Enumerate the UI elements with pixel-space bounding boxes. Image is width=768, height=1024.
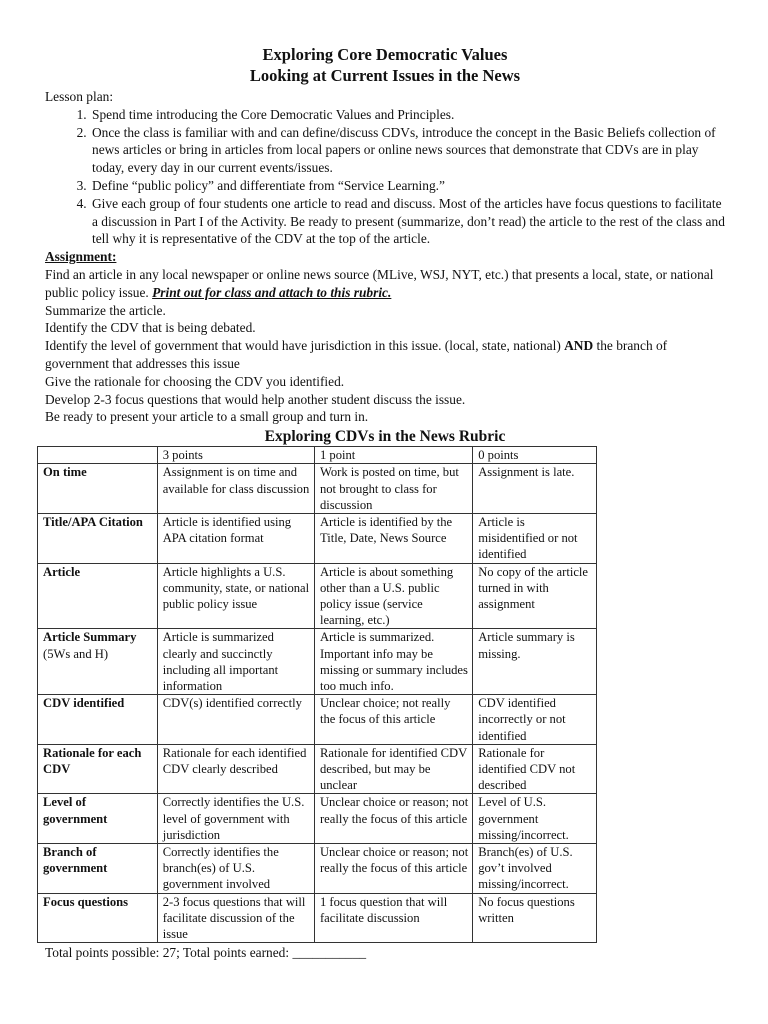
rubric-cell-0-points: Branch(es) of U.S. gov’t involved missing/incorrect.: [473, 844, 597, 894]
rubric-cell-1-point: Unclear choice; not really the focus of this article: [314, 695, 472, 745]
rubric-cell-0-points: No focus questions written: [473, 893, 597, 943]
rubric-cell-3-points: Rationale for each identified CDV clearly described: [157, 744, 314, 794]
rubric-table: [37, 446, 597, 943]
rubric-cell-3-points: Assignment is on time and available for class discussion: [157, 464, 314, 514]
assignment-line-text: Identify the level of government that would have jurisdiction in this issue. (local, state, national): [45, 338, 565, 354]
rubric-criterion: Level of government: [38, 794, 158, 844]
lesson-plan-item: 4. Give each group of four students one article to read and discuss. Most of the articles have focus questions to facilitate a discussion in Part I of the Activity. Be ready to present (summarize, don’t read) the article to the rest of the class and tell why it is representative of the CDV at the top of the article.: [90, 195, 725, 248]
rubric-cell-3-points: Article highlights a U.S. community, state, or national public policy issue: [157, 563, 314, 629]
rubric-cell-1-point: Article is about something other than a U.S. public policy issue (service learning, etc.): [314, 563, 472, 629]
rubric-cell-1-point: 1 focus question that will facilitate discussion: [314, 893, 472, 943]
assignment-section: [45, 248, 725, 426]
rubric-criterion: Article Summary: [43, 630, 137, 645]
assignment-heading: Assignment:: [45, 249, 117, 265]
rubric-row: [38, 464, 597, 514]
assignment-and-bold: AND: [564, 338, 594, 354]
lesson-plan-list: [45, 106, 725, 248]
assignment-line-text: Find an article in any local newspaper or online news source (MLive, WSJ, NYT, etc.) that presents a local, state, or national public policy issue.: [45, 266, 714, 300]
rubric-cell-0-points: No copy of the article turned in with assignment: [473, 563, 597, 629]
assignment-line: Be ready to present your article to a small group and turn in.: [45, 409, 369, 425]
rubric-criterion-cell: [38, 629, 158, 695]
lesson-plan-section: [45, 88, 725, 248]
rubric-criterion: Rationale for each CDV: [38, 744, 158, 794]
assignment-line: [45, 266, 725, 302]
rubric-criterion-sub: (5Ws and H): [43, 646, 109, 661]
rubric-cell-0-points: Level of U.S. government missing/incorrect.: [473, 794, 597, 844]
rubric-cell-1-point: Article is summarized. Important info may be missing or summary includes too much info.: [314, 629, 472, 695]
assignment-line: Develop 2-3 focus questions that would help another student discuss the issue.: [45, 391, 466, 407]
rubric-criterion: On time: [38, 464, 158, 514]
rubric-row: [38, 893, 597, 943]
rubric-criterion: CDV identified: [38, 695, 158, 745]
rubric-cell-3-points: CDV(s) identified correctly: [157, 695, 314, 745]
rubric-row: [38, 629, 597, 695]
assignment-line: Identify the CDV that is being debated.: [45, 320, 256, 336]
rubric-cell-0-points: Assignment is late.: [473, 464, 597, 514]
rubric-cell-3-points: Correctly identifies the U.S. level of government with jurisdiction: [157, 794, 314, 844]
rubric-cell-0-points: Rationale for identified CDV not described: [473, 744, 597, 794]
rubric-cell-1-point: Article is identified by the Title, Date, News Source: [314, 513, 472, 563]
rubric-header-cell: [38, 447, 158, 464]
rubric-criterion: Branch of government: [38, 844, 158, 894]
assignment-line: [45, 337, 725, 373]
rubric-cell-1-point: Work is posted on time, but not brought to class for discussion: [314, 464, 472, 514]
rubric-cell-3-points: Article is summarized clearly and succinctly including all important information: [157, 629, 314, 695]
rubric-criterion: Article: [38, 563, 158, 629]
rubric-cell-0-points: Article is misidentified or not identified: [473, 513, 597, 563]
assignment-line: Give the rationale for choosing the CDV you identified.: [45, 373, 345, 389]
rubric-cell-3-points: Article is identified using APA citation format: [157, 513, 314, 563]
lesson-plan-item: 1. Spend time introducing the Core Democratic Values and Principles.: [90, 106, 725, 124]
title-line-2: Looking at Current Issues in the News: [249, 66, 521, 85]
title-line-1: Exploring Core Democratic Values: [262, 45, 508, 64]
rubric-cell-1-point: Unclear choice or reason; not really the focus of this article: [314, 844, 472, 894]
assignment-line: Summarize the article.: [45, 302, 166, 318]
rubric-title: Exploring CDVs in the News Rubric: [264, 428, 506, 446]
rubric-row: [38, 513, 597, 563]
rubric-criterion: Focus questions: [38, 893, 158, 943]
document-title: [45, 44, 725, 86]
rubric-cell-1-point: Rationale for identified CDV described, but may be unclear: [314, 744, 472, 794]
lesson-plan-item: 3. Define “public policy” and differentiate from “Service Learning.”: [90, 177, 725, 195]
rubric-cell-0-points: CDV identified incorrectly or not identified: [473, 695, 597, 745]
rubric-cell-3-points: 2-3 focus questions that will facilitate discussion of the issue: [157, 893, 314, 943]
rubric-criterion: Title/APA Citation: [38, 513, 158, 563]
rubric-header-cell: 1 point: [314, 447, 472, 464]
total-points-line: Total points possible: 27; Total points earned: ___________: [45, 945, 367, 961]
rubric-cell-3-points: Correctly identifies the branch(es) of U.S. government involved: [157, 844, 314, 894]
lesson-plan-item: 2. Once the class is familiar with and can define/discuss CDVs, introduce the concept in the Basic Beliefs collection of news articles or bring in articles from local papers or online news sources that demonstrate that CDVs are in play today, every day in our current events/issues.: [90, 124, 725, 177]
rubric-row: [38, 563, 597, 629]
rubric-cell-0-points: Article summary is missing.: [473, 629, 597, 695]
rubric-row: [38, 794, 597, 844]
rubric-row: [38, 695, 597, 745]
lesson-plan-label: Lesson plan:: [45, 89, 114, 104]
rubric-header-cell: 0 points: [473, 447, 597, 464]
assignment-emphasis: Print out for class and attach to this rubric.: [152, 284, 392, 300]
rubric-row: [38, 844, 597, 894]
rubric-header-cell: 3 points: [157, 447, 314, 464]
rubric-row: [38, 744, 597, 794]
assignment-line-text: the branch of government that addresses this issue: [45, 338, 668, 371]
rubric-cell-1-point: Unclear choice or reason; not really the focus of this article: [314, 794, 472, 844]
rubric-header-row: [38, 447, 597, 464]
